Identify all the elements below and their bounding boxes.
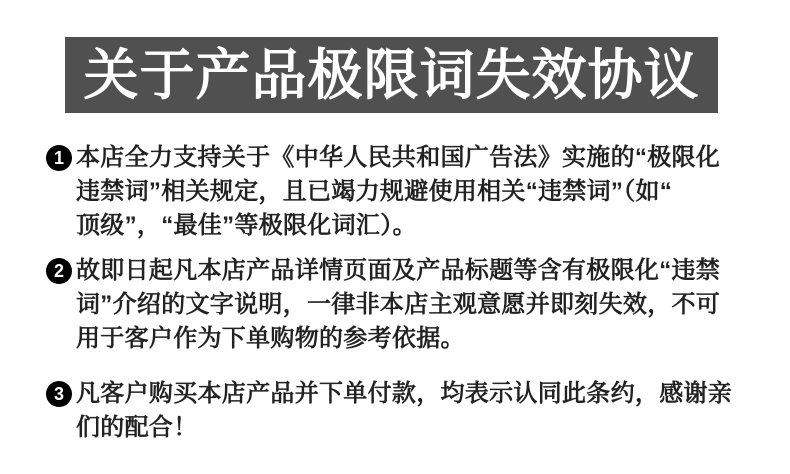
clause-item-2 [46, 254, 752, 356]
clause-number-badge-2: 2 [46, 258, 72, 284]
clause-text-1 [76, 141, 720, 243]
page-title: 关于产品极限词失效协议 [83, 43, 700, 106]
clause-item-1 [46, 141, 752, 243]
clause-line: 故即日起凡本店产品详情页面及产品标题等含有极限化“违禁 [76, 257, 721, 284]
title-banner [65, 37, 718, 113]
clause-line: 用于客户作为下单购物的参考依据。 [76, 325, 465, 352]
clause-line: 违禁词”相关规定，且已竭力规避使用相关“违禁词”（如“ [76, 178, 673, 205]
clause-text-2 [76, 254, 720, 356]
clause-number-badge-3: 3 [46, 381, 72, 407]
clause-line: 凡客户购买本店产品并下单付款，均表示认同此条约，感谢亲 [76, 380, 733, 407]
clause-text-3 [76, 377, 732, 445]
clause-line: 本店全力支持关于《中华人民共和国广告法》实施的“极限化 [76, 144, 721, 171]
clause-item-3 [46, 377, 752, 445]
clause-number-badge-1: 1 [46, 145, 72, 171]
clause-line: 们的配合！ [76, 414, 198, 441]
clause-line: 词”介绍的文字说明，一律非本店主观意愿并即刻失效，不可 [76, 291, 721, 318]
clause-list [46, 141, 752, 445]
clause-line: 顶级”，“最佳”等极限化词汇）。 [76, 212, 417, 239]
